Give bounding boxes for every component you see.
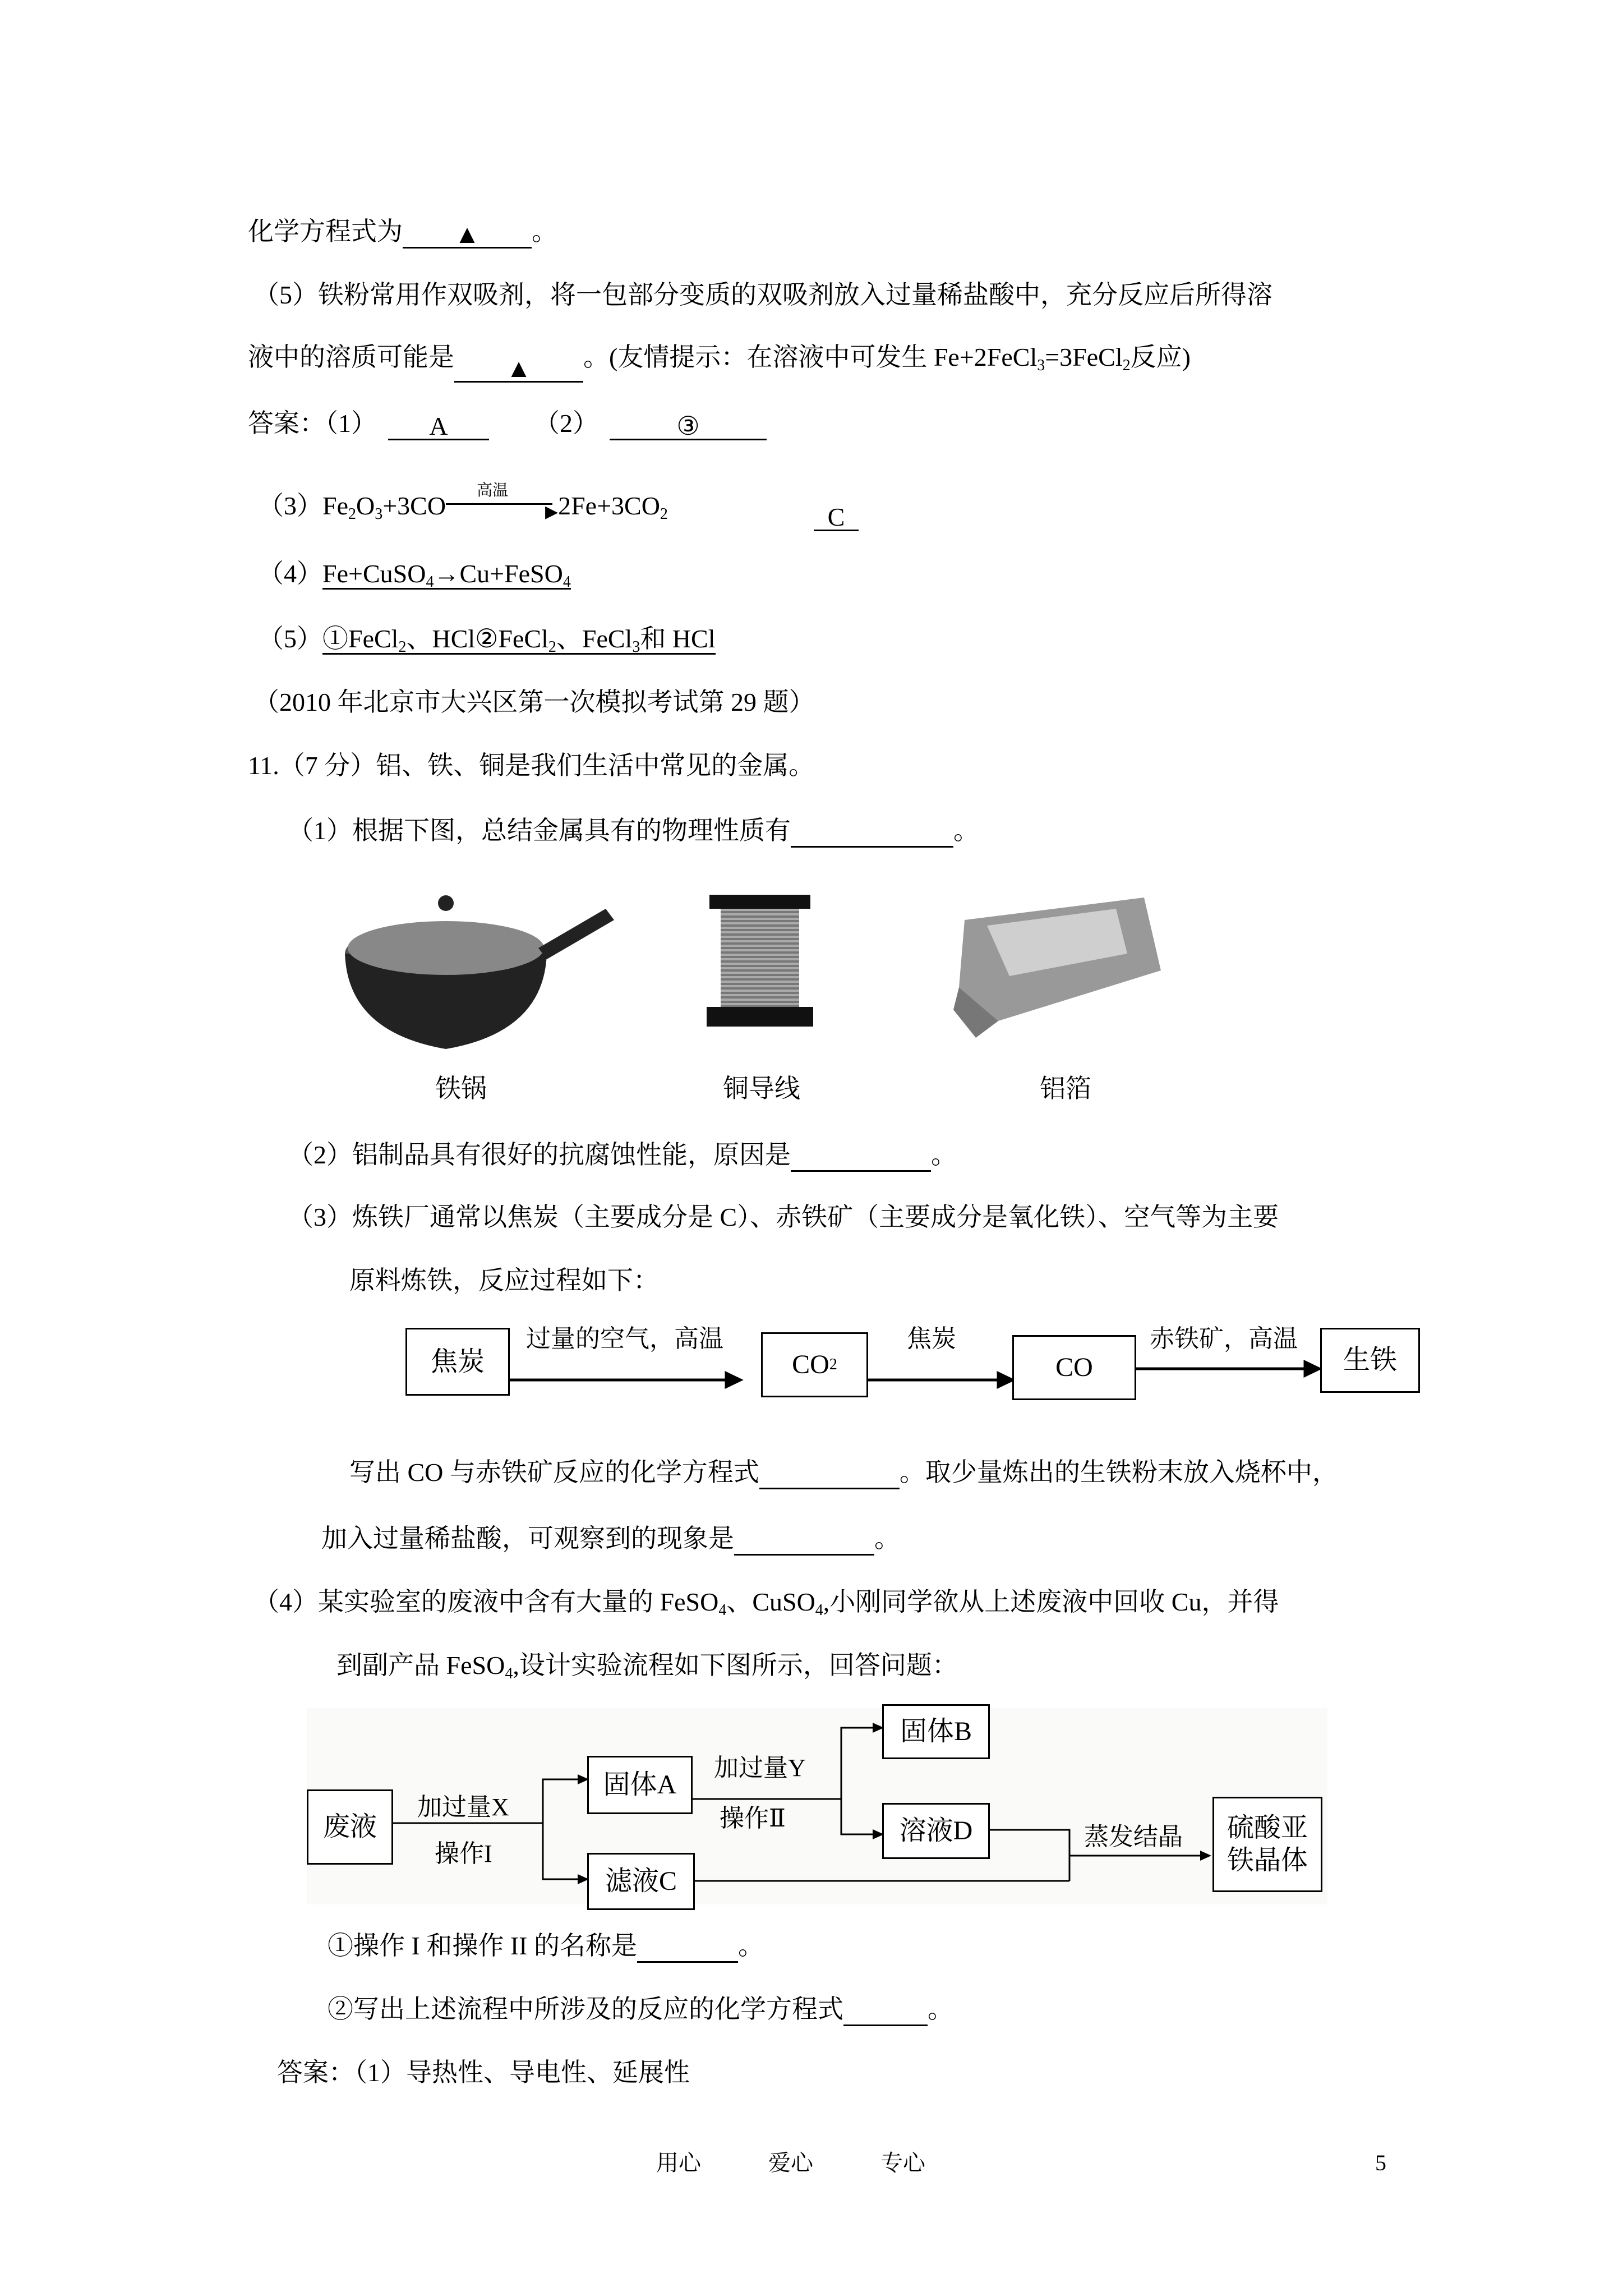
text-line: 到副产品 FeSO$_4$,设计实验流程如下图所示，回答问题： (336, 1651, 958, 1682)
text-line: （2）铝制品具有很好的抗腐蚀性能，原因是 。 (288, 1138, 957, 1172)
arrow-label: 过量的空气，高温 (526, 1325, 723, 1352)
page-number: 5 (1375, 2150, 1386, 2175)
answer-line: $(3)Fe_2O_3+3CO$ 高温 ▶ $2Fe+3CO_2$ C (258, 486, 859, 531)
arrow-label: 赤铁矿，高温 (1150, 1325, 1298, 1352)
flow-box-pig-iron: 生铁 (1320, 1328, 1420, 1393)
arrow-label: 焦炭 (907, 1325, 956, 1352)
flow-box-solid-a: 固体A (587, 1756, 693, 1814)
footer-text: 爱心 (768, 2150, 813, 2175)
flow-box-solid-b: 固体B (882, 1704, 990, 1759)
text-line: （1）根据下图，总结金属具有的物理性质有 。 (288, 814, 979, 848)
footer-text: 用心 (656, 2150, 701, 2175)
answer-line: （5）①FeCl$_2$、HCl②FeCl$_2$、FeCl$_3$和 HCl (258, 624, 716, 656)
text-line: （4）某实验室的废液中含有大量的 FeSO$_4$、CuSO$_4$,小刚同学欲从上述废液中回收 Cu，并得 (253, 1588, 1279, 1619)
text-line: （5）铁粉常用作双吸剂，将一包部分变质的双吸剂放入过量稀盐酸中，充分反应后所得溶 (253, 280, 1272, 309)
arrow-label: 操作Ⅱ (720, 1805, 786, 1832)
arrow-label: 加过量Y (714, 1754, 806, 1782)
flow-box-co: CO (1012, 1335, 1136, 1400)
text-line: 加入过量稀盐酸，可观察到的现象是 。 (321, 1522, 900, 1556)
text-line: 原料炼铁，反应过程如下： (349, 1266, 659, 1295)
text-line: 液中的溶质可能是 ▲ 。(友情提示：在溶液中可发生 Fe+2FeCl$_3$=3FeCl$_2$反应) (248, 343, 1191, 383)
text-line: ②写出上述流程中所涉及的反应的化学方程式 。 (328, 1993, 953, 2026)
question-11: 11.（7 分）铝、铁、铜是我们生活中常见的金属。 (248, 751, 815, 780)
answer-line: 答案：（1） A （2） ③ (248, 407, 767, 440)
text-line: ①操作 I 和操作 II 的名称是 。 (328, 1929, 764, 1963)
answer-line: （4）Fe+CuSO$_4$→Cu+FeSO$_4$ (258, 559, 571, 591)
flow-box-waste: 废液 (307, 1789, 393, 1865)
footer-text: 专心 (880, 2150, 925, 2175)
text-line: 化学方程式为 ▲ 。 (248, 217, 557, 249)
foil-label: 铝箔 (1040, 1074, 1091, 1103)
text-line: （3）炼铁厂通常以焦炭（主要成分是 C）、赤铁矿（主要成分是氧化铁）、空气等为主要 (288, 1203, 1279, 1231)
flow-box-filtrate-c: 滤液C (587, 1853, 695, 1910)
arrow-label: 蒸发结晶 (1084, 1823, 1183, 1851)
answer-line: 答案：（1）导热性、导电性、延展性 (277, 2058, 690, 2087)
blank: ▲ (454, 352, 583, 383)
flow-box-product: 硫酸亚铁晶体 (1212, 1797, 1322, 1892)
text-line: 写出 CO 与赤铁矿反应的化学方程式 。取少量炼出的生铁粉末放入烧杯中， (349, 1456, 1338, 1489)
arrow-label: 加过量X (417, 1793, 509, 1821)
flow-box-coke: 焦炭 (405, 1328, 510, 1396)
flow-box-co2: CO 2 (761, 1332, 868, 1397)
wok-label: 铁锅 (435, 1074, 487, 1103)
arrow-label: 操作I (435, 1840, 492, 1867)
flow-box-solution-d: 溶液D (882, 1803, 990, 1859)
wire-label: 铜导线 (723, 1074, 800, 1103)
source-note: （2010 年北京市大兴区第一次模拟考试第 29 题） (253, 688, 815, 716)
blank: ▲ (403, 218, 532, 249)
